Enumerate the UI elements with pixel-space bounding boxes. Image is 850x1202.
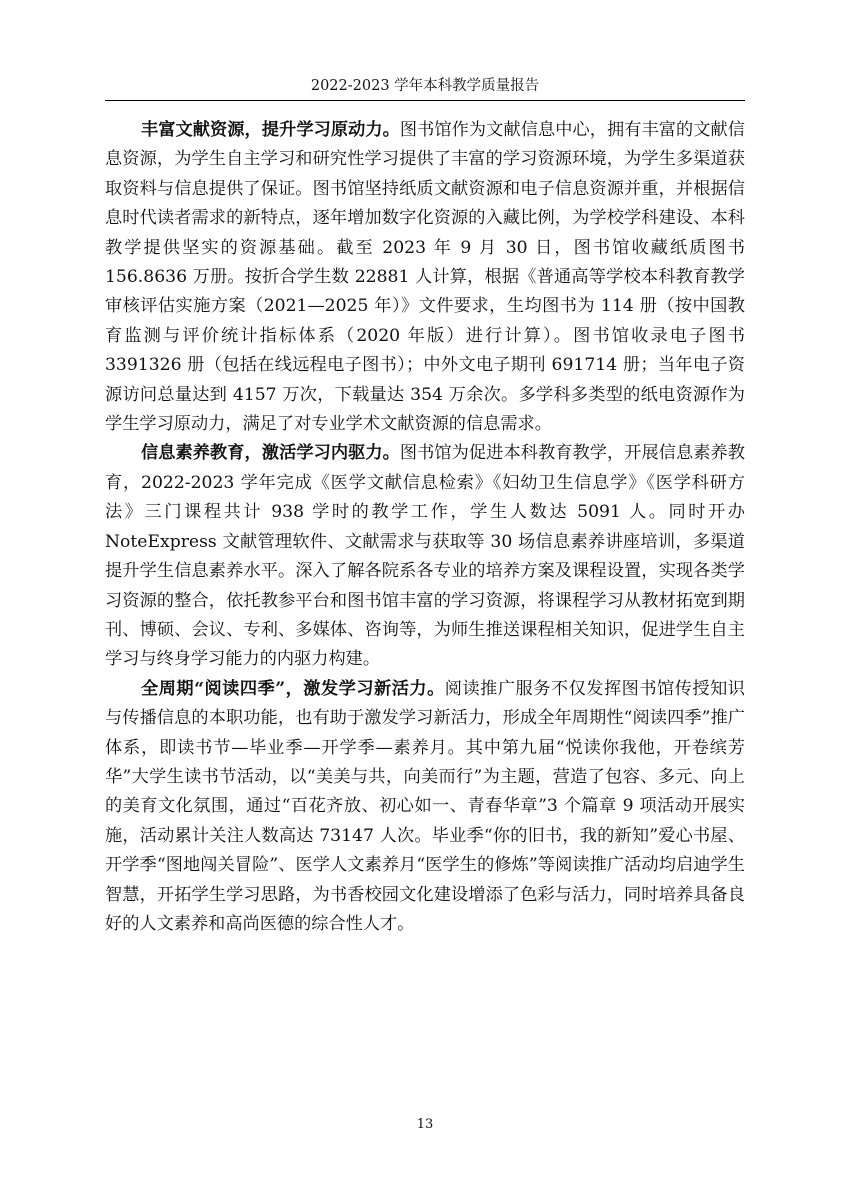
paragraph-reading-seasons: [105, 675, 745, 940]
paragraph-text: 图书馆作为文献信息中心，拥有丰富的文献信息资源，为学生自主学习和研究性学习提供了丰富的学习资源环境，为学生多渠道获取资料与信息提供了保证。图书馆坚持纸质文献资源和电子信息资源并重，并根据信息时代读者需求的新特点，逐年增加数字化资源的入藏比例，为学校学科建设、本科教学提供坚实的资源基础。截至 2023 年 9 月 30 日，图书馆收藏纸质图书 156.8636 万册。按折合学生数 22881 人计算，根据《普通高等学校本科教育教学审核评估实施方案（2021—2025 年）》文件要求，生均图书为 114 册（按中国教育监测与评价统计指标体系（2020 年版）进行计算）。图书馆收录电子图书 3391326 册（包括在线远程电子图书）；中外文电子期刊 691714 册；当年电子资源访问总量达到 4157 万次，下载量达 354 万余次。多学科多类型的纸电资源作为学生学习原动力，满足了对专业学术文献资源的信息需求。: [105, 120, 745, 435]
page-number: 13: [416, 1117, 434, 1132]
paragraph-literature-resources: [105, 116, 745, 439]
paragraph-heading: 丰富文献资源，提升学习原动力。: [141, 120, 400, 140]
paragraph-heading: 全周期“阅读四季”，激发学习新活力。: [141, 678, 445, 699]
header-divider: [105, 100, 745, 101]
paragraph-text: 阅读推广服务不仅发挥图书馆传授知识与传播信息的本职功能，也有助于激发学习新活力，形成全年周期性“阅读四季”推广体系，即读书节—毕业季—开学季—素养月。其中第九届“悦读你我他，开卷缤芳华”大学生读书节活动，以“美美与共，向美而行”为主题，营造了包容、多元、向上的美育文化氛围，通过“百花齐放、初心如一、青春华章”3 个篇章 9 项活动开展实施，活动累计关注人数高达 73147 人次。毕业季“你的旧书，我的新知”爱心书屋、开学季“图地闯关冒险”、医学人文素养月“医学生的修炼”等阅读推广活动均启迪学生智慧，开拓学生学习思路，为书香校园文化建设增添了色彩与活力，同时培养具备良好的人文素养和高尚医德的综合性人才。: [105, 678, 745, 934]
report-body: [105, 116, 745, 939]
paragraph-heading: 信息素养教育，激活学习内驱力。: [141, 443, 400, 464]
paragraph-text: 图书馆为促进本科教育教学，开展信息素养教育，2022-2023 学年完成《医学文献信息检索》《妇幼卫生信息学》《医学科研方法》三门课程共计 938 学时的教学工作，学生人数达 5091 人。同时开办 NoteExpress 文献管理软件、文献需求与获取等 30 场信息素养讲座培训，多渠道提升学生信息素养水平。深入了解各院系各专业的培养方案及课程设置，实现各类学习资源的整合，依托教参平台和图书馆丰富的学习资源，将课程学习从教材拓宽到期刊、博硕、会议、专利、多媒体、咨询等，为师生推送课程相关知识，促进学生自主学习与终身学习能力的内驱力构建。: [105, 443, 745, 670]
page-header-title: 2022-2023 学年本科教学质量报告: [310, 78, 540, 94]
paragraph-information-literacy: [105, 439, 745, 674]
